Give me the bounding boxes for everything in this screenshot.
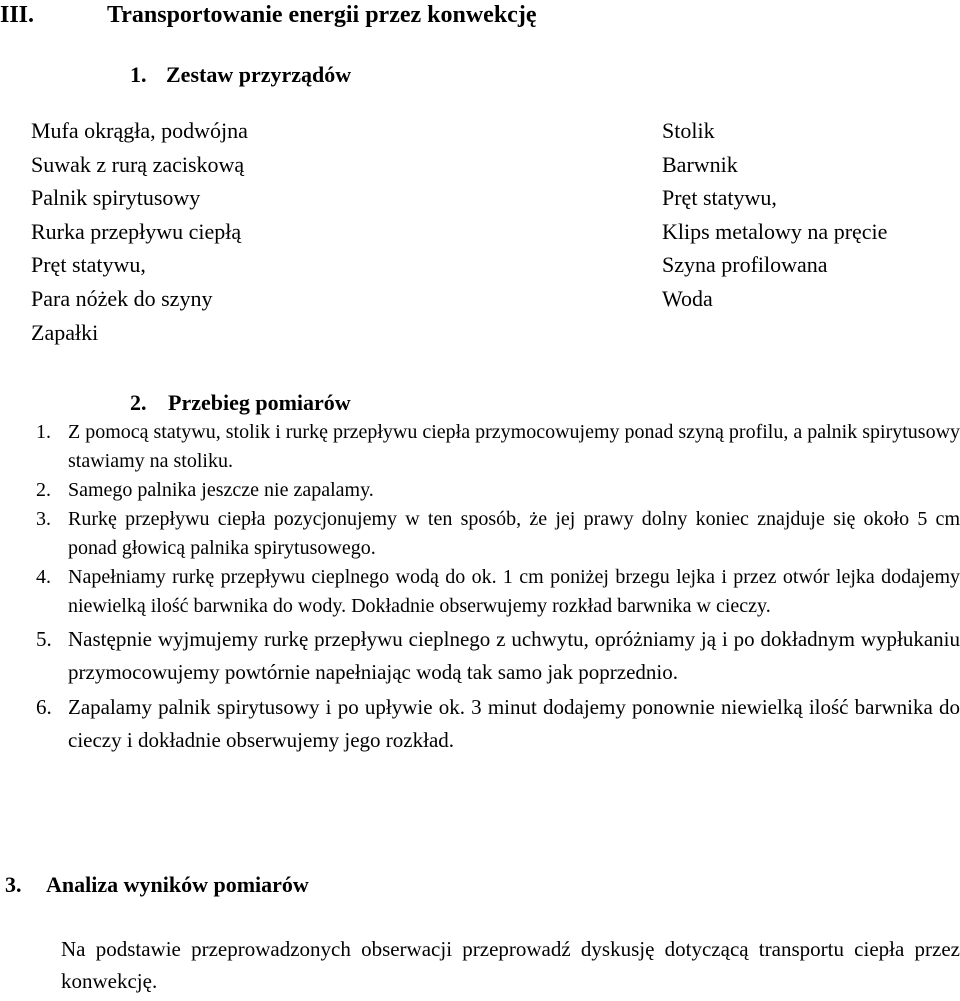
equipment-number: 1. <box>130 62 147 87</box>
equipment-list-right <box>662 114 887 316</box>
step-number: 1. <box>36 421 51 443</box>
equipment-item: Woda <box>662 285 713 311</box>
section-heading <box>0 2 536 29</box>
step-text: Rurkę przepływu ciepła pozycjonujemy w ten sposób, że jej prawy dolny koniec znajduje się około 5 cm ponad głowicą palnika spirytusowego. <box>68 508 960 559</box>
step-text: Samego palnika jeszcze nie zapalamy. <box>68 479 374 501</box>
analysis-title: Analiza wyników pomiarów <box>46 872 309 897</box>
procedure-step <box>36 476 960 505</box>
equipment-item: Klips metalowy na pręcie <box>662 218 888 244</box>
procedure-step <box>36 505 960 563</box>
equipment-item: Zapałki <box>31 319 99 345</box>
equipment-item: Pręt statywu, <box>31 252 146 278</box>
step-number: 5. <box>36 627 52 651</box>
procedure-step <box>36 623 960 689</box>
equipment-item: Pręt statywu, <box>662 185 777 211</box>
step-number: 3. <box>36 508 51 530</box>
procedure-step <box>36 691 960 757</box>
step-text: Z pomocą statywu, stolik i rurkę przepływu ciepła przymocowujemy ponad szyną profilu, a palnik spirytusowy stawiamy na stoliku. <box>68 421 960 472</box>
equipment-item: Rurka przepływu ciepłą <box>31 218 242 244</box>
equipment-item: Para nóżek do szyny <box>31 285 213 311</box>
equipment-item: Szyna profilowana <box>662 252 828 278</box>
step-text: Napełniamy rurkę przepływu cieplnego wodą do ok. 1 cm poniżej brzegu lejka i przez otwór lejka dodajemy niewielką ilość barwnika do wody. Dokładnie obserwujemy rozkład barwnika w cieczy. <box>68 566 960 617</box>
equipment-list-left <box>31 114 248 349</box>
analysis-text: Na podstawie przeprowadzonych obserwacji przeprowadź dyskusję dotyczącą transportu ciepła przez konwekcję. <box>61 937 960 993</box>
step-number: 4. <box>36 566 51 588</box>
procedure-steps <box>36 418 960 757</box>
procedure-step <box>36 563 960 621</box>
equipment-item: Mufa okrągła, podwójna <box>31 118 248 143</box>
section-title: Transportowanie energii przez konwekcję <box>107 2 537 28</box>
step-text: Następnie wyjmujemy rurkę przepływu cieplnego z uchwytu, opróżniamy ją i po dokładnym wypłukaniu przymocowujemy powtórnie napełniając wodą tak samo jak poprzednio. <box>68 627 960 684</box>
equipment-heading <box>130 62 351 88</box>
equipment-item: Stolik <box>662 118 715 143</box>
step-number: 2. <box>36 479 51 501</box>
equipment-item: Palnik spirytusowy <box>31 185 201 211</box>
procedure-number: 2. <box>130 390 147 415</box>
analysis-number: 3. <box>5 872 22 897</box>
step-number: 6. <box>36 695 52 719</box>
section-number: III. <box>0 2 35 28</box>
equipment-item: Barwnik <box>662 151 738 177</box>
procedure-heading <box>130 390 351 416</box>
analysis-heading <box>5 872 309 898</box>
equipment-item: Suwak z rurą zaciskową <box>31 151 245 177</box>
step-text: Zapalamy palnik spirytusowy i po upływie ok. 3 minut dodajemy ponownie niewielką ilość barwnika do cieczy i dokładnie obserwujemy jego rozkład. <box>68 695 960 752</box>
procedure-step <box>36 418 960 476</box>
procedure-title: Przebieg pomiarów <box>168 390 351 415</box>
equipment-title: Zestaw przyrządów <box>166 62 352 87</box>
